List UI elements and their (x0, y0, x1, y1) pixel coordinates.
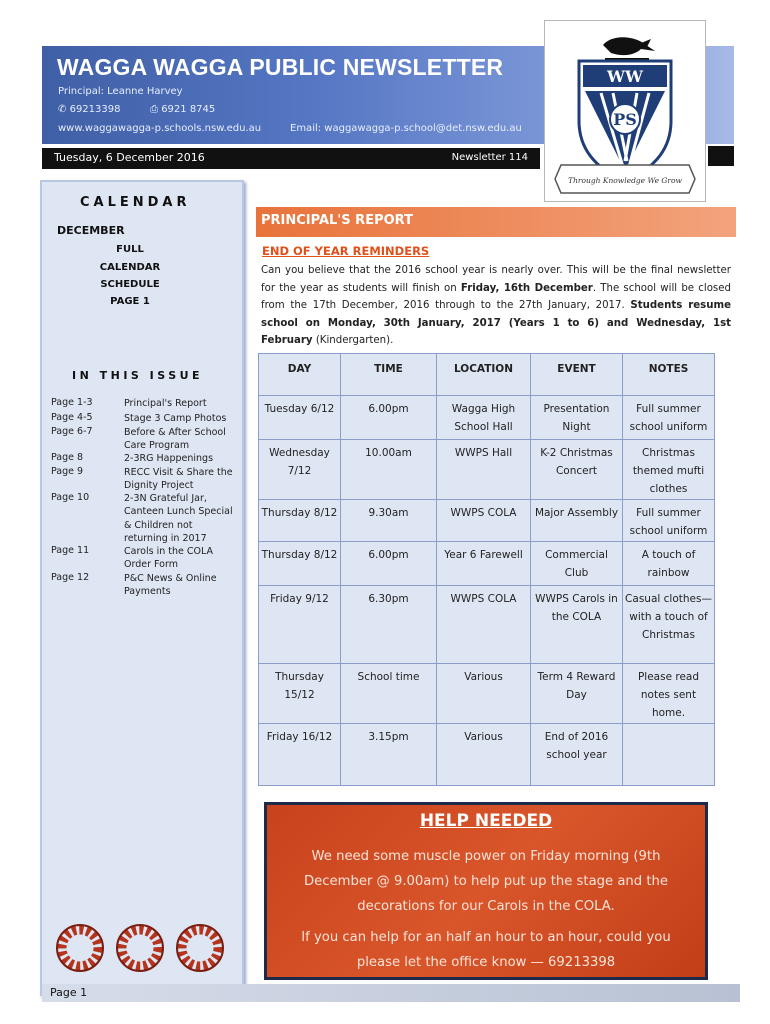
issue-desc: Before & After School Care Program (124, 427, 226, 452)
calendar-line: CALENDAR (99, 262, 161, 273)
column-header: TIME (341, 354, 437, 396)
table-cell: 6.00pm (341, 542, 437, 586)
table-row (259, 586, 715, 664)
table-cell: Full summer school uniform (623, 500, 715, 542)
phone-icon: ✆ (58, 104, 67, 115)
school-crest (544, 20, 706, 202)
events-table (258, 353, 715, 786)
issue-page: Page 4-5 (51, 412, 93, 423)
table-cell: A touch of rainbow (623, 542, 715, 586)
table-cell: School time (341, 664, 437, 724)
report-paragraph (261, 262, 731, 350)
issue-date: Tuesday, 6 December 2016 (54, 151, 205, 164)
in-this-issue-heading: IN THIS ISSUE (72, 369, 204, 382)
calendar-line: FULL (116, 244, 144, 255)
table-row (259, 664, 715, 724)
table-cell: WWPS COLA (437, 500, 531, 542)
wreath-decoration (52, 912, 232, 982)
newsletter-title: WAGGA WAGGA PUBLIC NEWSLETTER (57, 54, 504, 80)
help-text: please let the office know — 69213398 (356, 955, 616, 970)
svg-text:PS: PS (613, 110, 637, 129)
table-cell: Various (437, 724, 531, 786)
issue-page: Page 9 (51, 466, 84, 477)
phone-text: 69213398 (69, 104, 121, 115)
help-text: decorations for our Carols in the COLA. (357, 899, 615, 914)
help-text: If you can help for an half an hour to an hour, could you (301, 930, 671, 945)
corner-block (708, 146, 734, 166)
page-number: Page 1 (50, 986, 88, 999)
table-cell: Various (437, 664, 531, 724)
issue-desc: RECC Visit & Share the Dignity Project (124, 467, 233, 492)
table-cell: Casual clothes— with a touch of Christmas (623, 586, 715, 664)
issue-desc: 2-3RG Happenings (124, 453, 214, 464)
issue-page: Page 11 (51, 545, 90, 556)
issue-desc: Carols in the COLA Order Form (124, 546, 213, 571)
fax-icon: ⎙ (150, 104, 158, 115)
report-heading: PRINCIPAL'S REPORT (261, 213, 413, 228)
fax-number (150, 104, 215, 115)
table-cell: Thursday 8/12 (259, 542, 341, 586)
issue-page: Page 8 (51, 452, 84, 463)
table-row (259, 724, 715, 786)
table-cell: Please read notes sent home. (623, 664, 715, 724)
table-cell: Christmas themed mufti clothes (623, 440, 715, 500)
column-header: EVENT (531, 354, 623, 396)
table-header-row (259, 354, 715, 396)
table-cell: Major Assembly (531, 500, 623, 542)
table-row (259, 542, 715, 586)
newsletter-number: Newsletter 114 (451, 152, 528, 163)
table-cell: Wednesday 7/12 (259, 440, 341, 500)
calendar-line: PAGE 1 (110, 296, 150, 307)
column-header: NOTES (623, 354, 715, 396)
table-row (259, 500, 715, 542)
issue-desc: 2-3N Grateful Jar, Canteen Lunch Special & Children not returning in 2017 (124, 493, 233, 544)
issue-page: Page 1-3 (51, 397, 93, 408)
column-header: LOCATION (437, 354, 531, 396)
table-cell: Thursday 8/12 (259, 500, 341, 542)
table-cell: WWPS COLA (437, 586, 531, 664)
table-cell: Friday 9/12 (259, 586, 341, 664)
report-subheading: END OF YEAR REMINDERS (262, 244, 430, 258)
table-cell (623, 724, 715, 786)
table-cell: Term 4 Reward Day (531, 664, 623, 724)
table-cell: 6.30pm (341, 586, 437, 664)
calendar-line: SCHEDULE (100, 279, 160, 290)
crest-letters: WW (607, 67, 643, 86)
website-link[interactable]: www.waggawagga-p.schools.nsw.edu.au (58, 123, 262, 134)
issue-page: Page 12 (51, 572, 90, 583)
table-cell: 9.30am (341, 500, 437, 542)
table-cell: 3.15pm (341, 724, 437, 786)
table-cell: WWPS Hall (437, 440, 531, 500)
table-cell: 6.00pm (341, 396, 437, 440)
table-cell: Thursday 15/12 (259, 664, 341, 724)
report-text: (Kindergarten). (312, 335, 394, 347)
report-text: Can you believe that the 2016 school year is nearly over. This will be the final newsletter for the year as students will finish on (261, 265, 731, 294)
crest-motto: Through Knowledge We Grow (568, 176, 682, 185)
table-cell: Tuesday 6/12 (259, 396, 341, 440)
report-text: . The school will be closed from the 17th December, 2016 through to the 27th January, 2017. (261, 282, 731, 312)
table-row (259, 440, 715, 500)
date-bar (42, 148, 540, 169)
issue-page: Page 10 (51, 492, 90, 503)
calendar-heading: CALENDAR (80, 195, 191, 210)
email-link[interactable]: Email: waggawagga-p.school@det.nsw.edu.au (290, 123, 522, 134)
issue-desc: P&C News & Online Payments (124, 573, 217, 598)
issue-desc: Principal's Report (124, 398, 207, 409)
table-cell: 10.00am (341, 440, 437, 500)
table-cell: K-2 Christmas Concert (531, 440, 623, 500)
table-cell: WWPS Carols in the COLA (531, 586, 623, 664)
table-cell: Wagga High School Hall (437, 396, 531, 440)
table-cell: End of 2016 school year (531, 724, 623, 786)
table-cell: Full summer school uniform (623, 396, 715, 440)
table-row (259, 396, 715, 440)
table-cell: Year 6 Farewell (437, 542, 531, 586)
calendar-month: DECEMBER (57, 224, 125, 237)
help-needed-title: HELP NEEDED (419, 811, 553, 831)
report-text-bold: Friday, 16th December (460, 282, 593, 294)
principal-name: Principal: Leanne Harvey (58, 86, 183, 97)
issue-page: Page 6-7 (51, 426, 93, 437)
help-text: We need some muscle power on Friday morning (9th (311, 849, 661, 864)
footer-bar (42, 984, 740, 1002)
help-text: December @ 9.00am) to help put up the stage and the (303, 874, 668, 889)
report-text-bold: Students resume school on Monday, 30th January, 2017 (Years 1 to 6) and Wednesday, 1st February (261, 300, 732, 347)
table-cell: Presentation Night (531, 396, 623, 440)
table-cell: Friday 16/12 (259, 724, 341, 786)
table-cell: Commercial Club (531, 542, 623, 586)
phone-number (58, 104, 120, 115)
fax-text: 6921 8745 (161, 104, 216, 115)
column-header: DAY (259, 354, 341, 396)
issue-desc: Stage 3 Camp Photos (124, 413, 227, 424)
